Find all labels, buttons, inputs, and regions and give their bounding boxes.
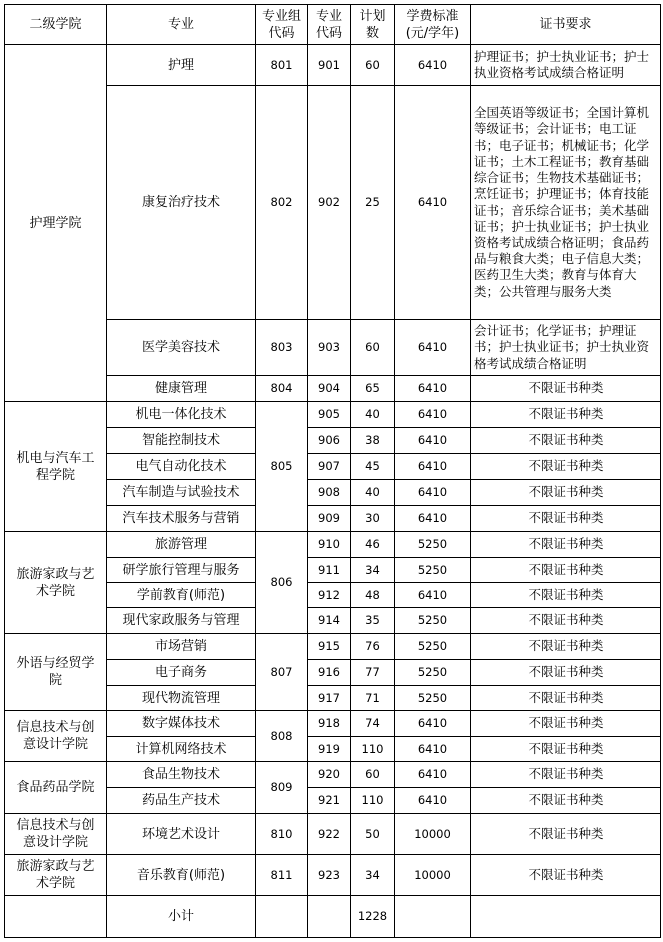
table-row (5, 402, 661, 428)
major-code-cell: 923 (308, 855, 351, 896)
plan-cell: 38 (351, 428, 395, 454)
college-cell: 外语与经贸学院 (5, 634, 107, 711)
cert-cell: 不限证书种类 (471, 711, 661, 737)
total-empty-cell (471, 896, 661, 938)
major-code-cell: 906 (308, 428, 351, 454)
college-cell: 食品药品学院 (5, 762, 107, 814)
group-code-cell: 807 (256, 634, 308, 711)
cert-cell: 不限证书种类 (471, 608, 661, 634)
fee-cell: 5250 (395, 660, 471, 686)
total-plan: 1228 (351, 896, 395, 938)
major-cell: 电子商务 (107, 660, 256, 686)
cert-cell: 全国英语等级证书；全国计算机等级证书；会计证书；电工证书；电子证书；机械证书；化学证书；土木工程证书；教育基础综合证书；生物技术基础证书；烹饪证书；护理证书；体育技能证书；音乐综合证书；美术基础证书；护士执业证书；护士执业资格考试成绩合格证明；食品药品与粮食大类；电子信息大类；医药卫生大类；教育与体育大类；公共管理与服务大类 (471, 86, 661, 320)
major-code-cell: 914 (308, 608, 351, 634)
total-empty-cell (256, 896, 308, 938)
plan-cell: 110 (351, 788, 395, 814)
cert-cell: 不限证书种类 (471, 660, 661, 686)
fee-cell: 6410 (395, 480, 471, 506)
college-cell: 信息技术与创意设计学院 (5, 814, 107, 855)
total-row (5, 896, 661, 938)
group-code-cell: 802 (256, 86, 308, 320)
table-row (5, 762, 661, 788)
college-cell: 机电与汽车工程学院 (5, 402, 107, 532)
fee-cell: 5250 (395, 558, 471, 583)
major-code-cell: 922 (308, 814, 351, 855)
cert-cell: 不限证书种类 (471, 814, 661, 855)
plan-cell: 40 (351, 480, 395, 506)
fee-cell: 10000 (395, 814, 471, 855)
fee-cell: 6410 (395, 428, 471, 454)
fee-cell: 6410 (395, 762, 471, 788)
plan-cell: 35 (351, 608, 395, 634)
plan-cell: 45 (351, 454, 395, 480)
major-cell: 环境艺术设计 (107, 814, 256, 855)
major-code-cell: 918 (308, 711, 351, 737)
major-code-cell: 901 (308, 45, 351, 86)
major-cell: 现代家政服务与管理 (107, 608, 256, 634)
plan-cell: 65 (351, 376, 395, 402)
fee-cell: 5250 (395, 608, 471, 634)
plan-cell: 48 (351, 583, 395, 608)
fee-cell: 10000 (395, 855, 471, 896)
major-code-cell: 917 (308, 686, 351, 711)
fee-cell: 6410 (395, 402, 471, 428)
cert-cell: 不限证书种类 (471, 454, 661, 480)
total-empty-cell (395, 896, 471, 938)
fee-cell: 5250 (395, 634, 471, 660)
fee-cell: 5250 (395, 532, 471, 558)
plan-cell: 25 (351, 86, 395, 320)
major-cell: 护理 (107, 45, 256, 86)
header-row (5, 5, 661, 45)
fee-cell: 6410 (395, 86, 471, 320)
major-cell: 康复治疗技术 (107, 86, 256, 320)
total-empty-cell (5, 896, 107, 938)
table-row (5, 814, 661, 855)
total-empty-cell (308, 896, 351, 938)
major-code-cell: 912 (308, 583, 351, 608)
group-code-cell: 810 (256, 814, 308, 855)
major-cell: 现代物流管理 (107, 686, 256, 711)
group-code-cell: 809 (256, 762, 308, 814)
major-code-cell: 910 (308, 532, 351, 558)
group-code-cell: 801 (256, 45, 308, 86)
table-row (5, 634, 661, 660)
major-cell: 研学旅行管理与服务 (107, 558, 256, 583)
major-code-cell: 905 (308, 402, 351, 428)
major-cell: 智能控制技术 (107, 428, 256, 454)
header-major: 专业 (107, 5, 256, 45)
cert-cell: 不限证书种类 (471, 558, 661, 583)
college-cell: 护理学院 (5, 45, 107, 402)
major-code-cell: 903 (308, 320, 351, 376)
major-cell: 电气自动化技术 (107, 454, 256, 480)
plan-cell: 30 (351, 506, 395, 532)
major-code-cell: 915 (308, 634, 351, 660)
major-code-cell: 916 (308, 660, 351, 686)
table-row (5, 711, 661, 737)
major-code-cell: 919 (308, 737, 351, 762)
plan-cell: 60 (351, 45, 395, 86)
fee-cell: 6410 (395, 320, 471, 376)
major-cell: 市场营销 (107, 634, 256, 660)
major-code-cell: 902 (308, 86, 351, 320)
fee-cell: 6410 (395, 454, 471, 480)
major-cell: 计算机网络技术 (107, 737, 256, 762)
group-code-cell: 803 (256, 320, 308, 376)
college-cell: 信息技术与创意设计学院 (5, 711, 107, 762)
fee-cell: 6410 (395, 45, 471, 86)
cert-cell: 不限证书种类 (471, 532, 661, 558)
major-cell: 机电一体化技术 (107, 402, 256, 428)
plan-cell: 34 (351, 558, 395, 583)
header-plan: 计划数 (351, 5, 395, 45)
fee-cell: 6410 (395, 376, 471, 402)
major-code-cell: 909 (308, 506, 351, 532)
major-code-cell: 920 (308, 762, 351, 788)
major-cell: 医学美容技术 (107, 320, 256, 376)
total-label: 小计 (107, 896, 256, 938)
fee-cell: 5250 (395, 686, 471, 711)
major-cell: 食品生物技术 (107, 762, 256, 788)
table-row (5, 532, 661, 558)
plan-cell: 34 (351, 855, 395, 896)
cert-cell: 不限证书种类 (471, 855, 661, 896)
cert-cell: 会计证书；化学证书；护理证书；护士执业证书；护士执业资格考试成绩合格证明 (471, 320, 661, 376)
plan-cell: 46 (351, 532, 395, 558)
fee-cell: 6410 (395, 583, 471, 608)
fee-cell: 6410 (395, 788, 471, 814)
major-cell: 数字媒体技术 (107, 711, 256, 737)
header-college: 二级学院 (5, 5, 107, 45)
plan-cell: 60 (351, 320, 395, 376)
plan-cell: 74 (351, 711, 395, 737)
cert-cell: 不限证书种类 (471, 376, 661, 402)
major-cell: 健康管理 (107, 376, 256, 402)
header-cert: 证书要求 (471, 5, 661, 45)
major-code-cell: 908 (308, 480, 351, 506)
major-cell: 音乐教育(师范) (107, 855, 256, 896)
cert-cell: 不限证书种类 (471, 762, 661, 788)
table-row (5, 45, 661, 86)
header-fee: 学费标准(元/学年) (395, 5, 471, 45)
plan-cell: 40 (351, 402, 395, 428)
plan-cell: 110 (351, 737, 395, 762)
college-cell: 旅游家政与艺术学院 (5, 532, 107, 634)
plan-cell: 50 (351, 814, 395, 855)
major-cell: 汽车技术服务与营销 (107, 506, 256, 532)
major-cell: 学前教育(师范) (107, 583, 256, 608)
cert-cell: 不限证书种类 (471, 686, 661, 711)
group-code-cell: 804 (256, 376, 308, 402)
major-code-cell: 904 (308, 376, 351, 402)
group-code-cell: 806 (256, 532, 308, 634)
cert-cell: 不限证书种类 (471, 583, 661, 608)
major-cell: 旅游管理 (107, 532, 256, 558)
cert-cell: 护理证书；护士执业证书；护士执业资格考试成绩合格证明 (471, 45, 661, 86)
cert-cell: 不限证书种类 (471, 788, 661, 814)
fee-cell: 6410 (395, 737, 471, 762)
cert-cell: 不限证书种类 (471, 737, 661, 762)
plan-cell: 60 (351, 762, 395, 788)
fee-cell: 6410 (395, 711, 471, 737)
college-cell: 旅游家政与艺术学院 (5, 855, 107, 896)
cert-cell: 不限证书种类 (471, 634, 661, 660)
group-code-cell: 811 (256, 855, 308, 896)
group-code-cell: 808 (256, 711, 308, 762)
group-code-cell: 805 (256, 402, 308, 532)
major-cell: 汽车制造与试验技术 (107, 480, 256, 506)
cert-cell: 不限证书种类 (471, 402, 661, 428)
major-code-cell: 907 (308, 454, 351, 480)
table-row (5, 855, 661, 896)
header-group-code: 专业组代码 (256, 5, 308, 45)
major-code-cell: 911 (308, 558, 351, 583)
header-major-code: 专业代码 (308, 5, 351, 45)
cert-cell: 不限证书种类 (471, 428, 661, 454)
cert-cell: 不限证书种类 (471, 506, 661, 532)
plan-cell: 76 (351, 634, 395, 660)
enrollment-plan-table (4, 4, 661, 938)
fee-cell: 6410 (395, 506, 471, 532)
major-cell: 药品生产技术 (107, 788, 256, 814)
major-code-cell: 921 (308, 788, 351, 814)
cert-cell: 不限证书种类 (471, 480, 661, 506)
plan-cell: 77 (351, 660, 395, 686)
plan-cell: 71 (351, 686, 395, 711)
